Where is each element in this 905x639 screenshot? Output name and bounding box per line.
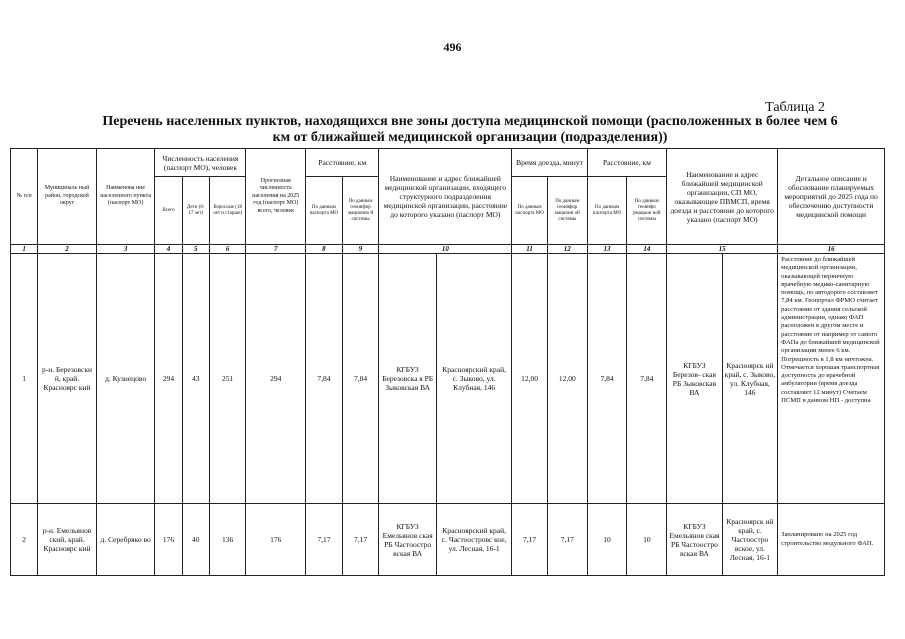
cell-pmsp-name: КГБУЗ Березов- ская РБ Зыковская ВА (667, 254, 722, 504)
cell-org-name: КГБУЗ Березовска я РБ Зыковская ВА (379, 254, 437, 504)
cell-org-address: Красноярский край, с. Частоостровс кое, ул. Лесная, 16-1 (436, 504, 511, 576)
header-distance2-group: Расстояние, км (587, 149, 667, 177)
column-number: 8 (306, 245, 343, 254)
column-number: 5 (182, 245, 209, 254)
header-time-gis: По данным геоинфор мационн ой системы (547, 177, 587, 245)
column-number: 9 (342, 245, 379, 254)
column-number: 12 (547, 245, 587, 254)
cell-num: 2 (11, 504, 38, 576)
cell-num: 1 (11, 254, 38, 504)
header-pop-forecast: Прогнозная численность населения на 2025 год (паспорт МО) всего, человек (246, 149, 306, 245)
column-number: 1 (11, 245, 38, 254)
column-number: 3 (96, 245, 155, 254)
cell-pop-children: 40 (182, 504, 209, 576)
cell-plan: Расстояние до ближайшей медицинской организации, оказывающей первичную врачебную медико-санитарную помощь, по автодороге составляет 7,84 км. Геопортал ФРМО считает расстояние от здания сельской администрации, однако ФАП расположен в другом месте и расстояние от например от самого ФАПа до ближайшей медицинской организации менее 6 км. Погрешность в 1,8 км ничтожна. Отмечается хорошая транспортная доступность до врачебной амбулатории (время доезда составляет 12 минут) Считаем ПСМП в данном НП - доступна (778, 254, 885, 504)
header-pmsp-name: Наименование и адрес ближайшей медицинской организации, СП МО, оказывающее ПВМСП, время доезда и расстояние до которого указано (паспорт МО) (667, 149, 778, 245)
header-pop-total: Всего (155, 177, 182, 245)
page-number: 496 (443, 40, 462, 54)
cell-dist-gis: 7,17 (342, 504, 379, 576)
cell-pmsp-address: Красноярск ий край, с. Зыково, ул. Клубная, 146 (722, 254, 777, 504)
cell-plan: Запланировано на 2025 год строительство модульного ФАП. (778, 504, 885, 576)
cell-org-address: Красноярский край, с. Зыково, ул. Клубная, 146 (436, 254, 511, 504)
cell-org-name: КГБУЗ Емельянов ская РБ Частоостро вская ВА (379, 504, 437, 576)
cell-settlement: д. Кузнецово (96, 254, 155, 504)
cell-pop-children: 43 (182, 254, 209, 504)
cell-time-passport: 7,17 (512, 504, 548, 576)
column-number: 16 (778, 245, 885, 254)
cell-settlement: д. Серебряко во (96, 504, 155, 576)
header-population-group: Численность населения (паспорт МО), человек (155, 149, 246, 177)
cell-dist-gis: 7,84 (342, 254, 379, 504)
header-dist-passport: По данным паспорта МО (306, 177, 343, 245)
cell-time-gis: 7,17 (547, 504, 587, 576)
table-label: Таблица 2 (765, 100, 825, 115)
header-municipality: Муниципаль ный район, городской округ (38, 149, 97, 245)
column-number: 4 (155, 245, 182, 254)
column-number: 13 (587, 245, 627, 254)
column-number: 10 (379, 245, 512, 254)
header-dist2-passport: По данным паспорта МО (587, 177, 627, 245)
column-number: 11 (512, 245, 548, 254)
cell-pop-forecast: 294 (246, 254, 306, 504)
cell-pop-total: 176 (155, 504, 182, 576)
header-dist2-gis: По данным геоинфо рмацион ной системы (627, 177, 667, 245)
header-time-group: Время доезда, минут (512, 149, 587, 177)
cell-dist2-gis: 10 (627, 504, 667, 576)
cell-dist2-passport: 10 (587, 504, 627, 576)
header-plan: Детальное описание и обоснование планируемых мероприятий до 2025 года по обеспечению доступности медицинской помощи (778, 149, 885, 245)
column-number-row (11, 245, 885, 254)
header-dist-gis: По данным геоинфор мационно й системы (342, 177, 379, 245)
header-time-passport: По данным паспорта МО (512, 177, 548, 245)
cell-pmsp-name: КГБУЗ Емельянов ская РБ Частоостро вская ВА (667, 504, 722, 576)
cell-pop-total: 294 (155, 254, 182, 504)
cell-dist2-passport: 7,84 (587, 254, 627, 504)
cell-pmsp-address: Красноярск ий край, с. Частоостро вское, ул. Лесная, 16-1 (722, 504, 777, 576)
cell-municipality: р-н. Емельянов ский, край. Красноярс кий (38, 504, 97, 576)
table-row (11, 504, 885, 576)
cell-dist-passport: 7,84 (306, 254, 343, 504)
column-number: 15 (667, 245, 778, 254)
header-pop-adults: Взрослые (18 лет и старше) (209, 177, 246, 245)
cell-pop-adults: 251 (209, 254, 246, 504)
cell-municipality: р-н. Березовски й, край. Красноярс кий (38, 254, 97, 504)
column-number: 2 (38, 245, 97, 254)
header-settlement: Наименова ние населенного пункта (паспорт МО) (96, 149, 155, 245)
cell-dist2-gis: 7,84 (627, 254, 667, 504)
column-number: 7 (246, 245, 306, 254)
cell-pop-adults: 136 (209, 504, 246, 576)
header-distance-group: Расстояние, км (306, 149, 379, 177)
document-title: Перечень населенных пунктов, находящихся вне зоны доступа медицинской помощи (расположенных в более чем 6 км от ближайшей медицинской организации (подразделения)) (102, 114, 838, 145)
settlements-table (10, 148, 885, 576)
header-num: № п/п (11, 149, 38, 245)
cell-time-passport: 12,00 (512, 254, 548, 504)
table-row (11, 254, 885, 504)
cell-time-gis: 12,00 (547, 254, 587, 504)
header-pop-children: Дети (0-17 лет) (182, 177, 209, 245)
header-org-name: Наименование и адрес ближайшей медицинской организации, входящего структурного подразделения медицинской организации, расстояние до которого указано (паспорт МО) (379, 149, 512, 245)
column-number: 14 (627, 245, 667, 254)
cell-dist-passport: 7,17 (306, 504, 343, 576)
cell-pop-forecast: 176 (246, 504, 306, 576)
column-number: 6 (209, 245, 246, 254)
